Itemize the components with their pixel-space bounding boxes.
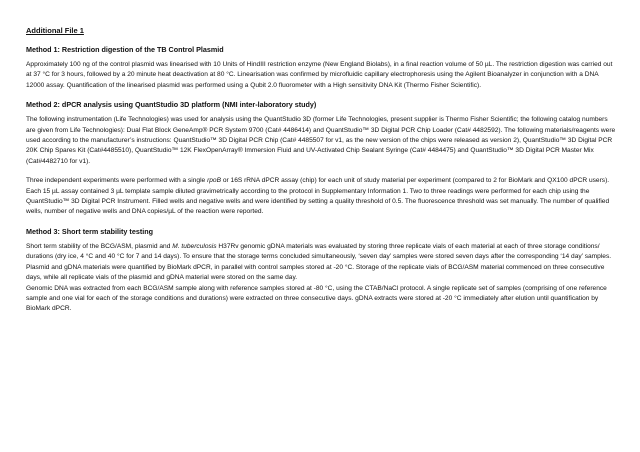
document-page [26,26,616,324]
method-3-paragraph-2: Genomic DNA was extracted from each BCG/ASM sample along with reference samples stored at -80 °C, using the CTAB/NaCl protocol. A single replicate set of samples (comprising of one reference sample and one vial for each of the storage conditions and durations) were extracted on three consecutive days. gDNA extracts were stored at -20 °C immediately after elution until quantification by BioMark dPCR. [26,284,607,313]
method-2-paragraph-2 [26,176,616,218]
method-2-paragraph-1: The following instrumentation (Life Technologies) was used for analysis using the QuantStudio 3D (former Life Technologies, present supplier is Thermo Fisher Scientific; the following catalog numbers are given from Life Technologies): Dual Flat Block GeneAmp® PCR System 9700 (Cat# 4486414) and QuantStudio™ 3D Digital PCR Chip Loader (Cat# 4482592). The following materials/reagents were used according to the manufacturer’s instructions: QuantStudio™ 3D Digital PCR Chip (Cat# 4485507 for v1, as the new version of the chips were released as version 2), QuantStudio™ 3D Digital PCR 20K Chip Spares Kit (Cat#4485510), QuantStudio™ 12K FlexOpenArray® Immersion Fluid and UV-Activated Chip Sealant Syringe (Cat# 4484475) and QuantStudio™ 3D Digital PCR Master Mix (Cat#4482710 for v1). [26,116,616,165]
text-run: Short term stability of the BCG/ASM, plasmid and [26,242,173,250]
species-name: M. tuberculosis [172,242,217,250]
text-run: H37Rv genomic gDNA materials was evaluated by storing three replicate vials of each material at each of three storage conditions/ durations (dry ice, 4 °C and 40 °C for 7 and 14 days). To ensure that the storage terms concluded simultaneously, ‘seven day’ samples were stored seven days after the corresponding ‘14 day’ samples. Plasmid and gDNA materials were quantified by BioMark dPCR, in parallel with control samples stored at -20 °C. Storage of the replicate vials of BCG/ASM material commenced on three consecutive days, while all replicate vials of the plasmid and gDNA material were stored on the same day. [26,242,612,282]
document-title: Additional File 1 [26,26,84,35]
method-1-heading: Method 1: Restriction digestion of the TB Control Plasmid [26,45,224,54]
method-1-paragraph: Approximately 100 ng of the control plasmid was linearised with 10 Units of HindIII restriction enzyme (New England Biolabs), in a final reaction volume of 50 µL. The restriction digestion was carried out at 37 °C for 3 hours, followed by a 20 minute heat deactivation at 80 °C. Linearisation was confirmed by microfluidic capillary electrophoresis using the Agilent Bioanalyzer in conjunction with a DNA 12000 assay. Quantification of the linearised plasmid was performed using a Qubit 2.0 fluorometer with a High sensitivity DNA Kit (Thermo Fisher Scientific). [26,61,613,89]
method-3-paragraph-1 [26,242,616,284]
text-run: Three independent experiments were performed with a single [26,177,208,185]
gene-name: rpoB [207,177,221,185]
method-2-heading: Method 2: dPCR analysis using QuantStudio 3D platform (NMI inter-laboratory study) [26,100,317,110]
method-3-heading: Method 3: Short term stability testing [26,226,153,236]
text-run: or 16S rRNA dPCR assay (chip) for each unit of study material per experiment (compared to 2 for BioMark and QX100 dPCR users). Each 15 µL assay contained 3 µL template sample diluted gravimetrically according to the protocol in Supplementary Information 1. Two to three readings were performed for each chip using the QuantStudio™ 3D Digital PCR Instrument. Filled wells and negative wells and were identified by setting a quality threshold of 0.5. The fluorescence threshold was set manually. The number of qualified wells, number of negative wells and DNA copies/µL of the reaction were reported. [26,177,610,216]
